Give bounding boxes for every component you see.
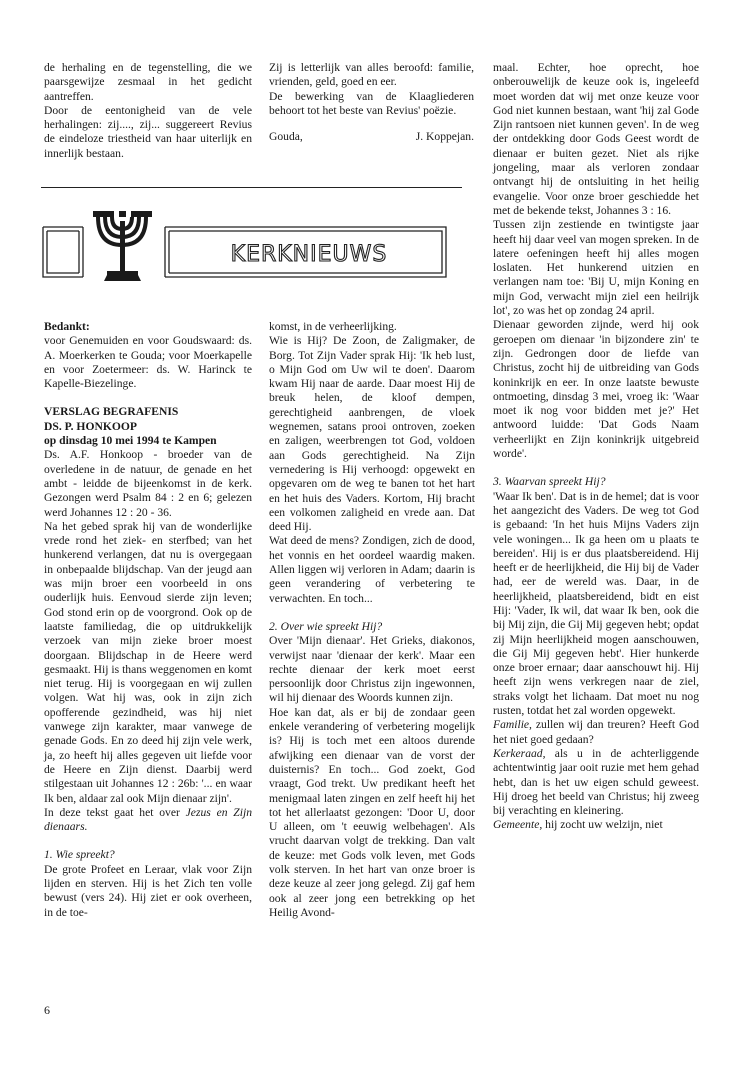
- section-rule: [41, 187, 462, 188]
- paragraph: Door de eentonigheid van de vele herhalingen: zij...., zij... suggereert Revius de eindeloze triestheid van haar uiterlijk en innerlijk bestaan.: [44, 103, 252, 160]
- paragraph: Over 'Mijn dienaar'. Het Grieks, diakonos, verwijst naar 'dienaar der kerk'. Maar een rechte dienaar der kerk moet eerst persoonlijk door Christus zijn ingewonnen, wil hij dienaar des Woords kunnen zijn.: [269, 634, 475, 705]
- main-column-2: [269, 320, 475, 920]
- paragraph: Na het gebed sprak hij van de wonderlijke vrede rond het ziek- en sterfbed; van het hunkerend verlangen, dat nu is overgegaan in onbepaalde blijdschap. Van der jeugd aan was mijn broer een voorbeeld in ons ouderlijk huis. Eenvoud sierde zijn leven; God stond erin op de voorgrond. Ook op de laatste familiedag, die op uitdrukkelijk verzoek van mijn zieke broer moest doorgaan. Blijdschap in de Heere werd gesmaakt. Hij is thans weggenomen en komt niet terug. Hij is voorgegaan en wij zullen volgen. Wat hij was, ook in zijn zich opofferende gezindheid, was hij niet vanwege zijn karakter, maar vanwege de genade Gods. En zo deed hij zijn vele werk, ja, zo heeft hij alles gegeven uit liefde voor de Heere en Zijn dienst. Daarbij werd stilgestaan uit Johannes 12 : 26b: '... en waar Ik ben, aldaar zal ook Mijn dienaar zijn'.: [44, 519, 252, 805]
- text: hij zocht uw welzijn, niet: [542, 818, 663, 832]
- signature-line: [269, 130, 474, 144]
- paragraph: Wie is Hij? De Zoon, de Zaligmaker, de Borg. Tot Zijn Vader sprak Hij: 'Ik heb lust, o Mijn God om Uw wil te doen'. Daarom kwam Hij naar de aarde. Daar moest Hij de breuk helen, de kloof dempen, gerechtigheid aanbrengen, de vloek wegnemen, satans prooi ontroven, zoeken en zaligen, weerbrengen tot God, voldoen aan Gods gerechtigheid. Na Zijn vernedering is Hij verhoogd: opgewekt en opgevaren om de weg te banen tot het hart en het huis des Vaders. Kortom, Hij bracht een volkomen zaligheid en vrede aan. Dat deed Hij.: [269, 334, 475, 534]
- paragraph: [493, 818, 699, 832]
- page-number: 6: [44, 1003, 50, 1017]
- text-italic: Jezus en Zijn dienaars.: [44, 805, 252, 834]
- paragraph: komst, in de verheerlijking.: [269, 320, 397, 333]
- author: J. Koppejan.: [415, 130, 474, 144]
- verslag-heading-name: DS. P. HONKOOP: [44, 419, 137, 433]
- bedankt-heading: Bedankt:: [44, 320, 90, 333]
- frame-left: [43, 227, 83, 277]
- main-column-3: [493, 61, 699, 833]
- paragraph: Tussen zijn zestiende en twintigste jaar heeft hij daar veel van mogen spreken. In de latere oefeningen heeft hij alles mogen loslaten. Het hunkerend uitzien en verlangen nam toe: 'Bij U, mijn Koning en mijn God, verwacht mijn ziel een heilrijk lot', zo was het op zondag 24 april.: [493, 218, 699, 318]
- paragraph: Dienaar geworden zijnde, werd hij ook geroepen om dienaar 'in bijzondere zin' te zijn. Gedrongen door de liefde van Christus, zocht hij de uitbreiding van Gods koninkrijk en eer. In onze laatste bewuste ontmoeting, dinsdag 3 mei, vroeg ik: 'Waar moet ik nog voor bidden met je?' Het antwoord luidde: 'Dat Gods Naam verheerlijkt en Zijn koninkrijk uitgebreid worde'.: [493, 318, 699, 461]
- banner-title: KERKNIEUWS: [230, 242, 388, 267]
- text: In deze tekst gaat het over: [44, 805, 186, 819]
- kerknieuws-banner: [41, 191, 458, 301]
- verslag-date: op dinsdag 10 mei 1994 te Kampen: [44, 434, 217, 448]
- paragraph: [493, 718, 699, 747]
- top-column-2: [269, 61, 474, 144]
- menorah-icon: [93, 211, 152, 281]
- paragraph: de herhaling en de tegenstelling, die we paarsgewijze zesmaal in het gedicht aantreffen.: [44, 61, 252, 103]
- text: zullen wij dan treuren? Heeft God het niet goed gedaan?: [493, 718, 699, 746]
- section-heading-3: 3. Waarvan spreekt Hij?: [493, 475, 606, 489]
- section-heading-1: 1. Wie spreekt?: [44, 848, 115, 862]
- paragraph: De bewerking van de Klaagliederen behoort tot het beste van Revius' poëzie.: [269, 89, 474, 117]
- paragraph: De grote Profeet en Leraar, vlak voor Zijn lijden en sterven. Hij is het Zich ten volle bewust (vers 24). Hij ziet er ook overheen, in de toe-: [44, 862, 252, 919]
- place: Gouda,: [269, 130, 303, 144]
- text: als u in de achterliggende achtentwintig jaar ooit ruzie met hem gehad hebt, dan is het uw eigen schuld geweest. Hij droeg het beeld van Christus; hij zweeg bij verachting en kleinering.: [493, 746, 699, 818]
- paragraph: [493, 747, 699, 818]
- paragraph: Zij is letterlijk van alles beroofd: familie, vrienden, geld, goed en eer.: [269, 61, 474, 89]
- paragraph: Hoe kan dat, als er bij de zondaar geen enkele verandering of verbetering mogelijk is? Hij is toch met een altoos durende afwijking een dienaar van de vorst der duisternis? En toch... God zoekt, God vraagt, God trekt. Uw predikant heeft het menigmaal laten zingen en zelf heeft hij het tot het allerlaatst gezongen: 'Door U, door U alleen, om 't eeuwig welbehagen'. Als vrucht daarvan volgt de trekking. Dan valt de keuze: met Gods volk leven, met Gods volk sterven. In het hart van onze broer is deze keuze al zeer jong gelegd. Zij gaf hem ook al zeer jong een betrekking op het Heilig Avond-: [269, 705, 475, 919]
- top-column-1: [44, 61, 252, 161]
- verslag-heading: VERSLAG BEGRAFENIS: [44, 405, 179, 419]
- paragraph: Wat deed de mens? Zondigen, zich de dood, het vonnis en het oordeel waardig maken. Allen liggen wij verloren in Adam; daarin is geen verandering of verbetering te verwachten. En toch...: [269, 534, 475, 605]
- paragraph: 'Waar Ik ben'. Dat is in de hemel; dat is voor het aangezicht des Vaders. De weg tot God is gebaand: 'In het huis Mijns Vaders zijn vele woningen... Ik ga heen om u plaats te bereiden'. Hij is er dus plaatsbereidend. Hij heeft er de heerlijkheid, die Hij bij de Vader had, eer de wereld was. Daar, in de heerlijkheid, plaatsbereidend, bidt en eist Hij: 'Vader, Ik wil, dat waar Ik ben, ook die bij Mij zijn, die Gij Mij gegeven hebt; opdat zij Mijn heerlijkheid mogen aanschouwen, die Gij Mij gegeven hebt'. Hier hunkerde onze broer ernaar; daar aanschouwt hij. Hij heeft zijn wens verkregen naar de ziel, straks volgt het lichaam. Dat moet nu nog rusten, totdat het zal worden opgewekt.: [493, 489, 699, 718]
- bedankt-text: voor Genemuiden en voor Goudswaard: ds. A. Moerkerken te Gouda; voor Moerkapelle en voor Zoetermeer: ds. W. Harinck te Kapelle-Biezelinge.: [44, 334, 252, 391]
- paragraph: [44, 806, 252, 835]
- paragraph: Ds. A.F. Honkoop - broeder van de overledene in de natuur, de genade en het ambt - leidde de bijeenkomst in de kerk. Gezongen werd Psalm 84 : 2 en 6; gelezen werd Johannes 12 : 20 - 36.: [44, 448, 252, 519]
- section-heading-2: 2. Over wie spreekt Hij?: [269, 619, 383, 633]
- text-italic: Familie,: [493, 718, 532, 732]
- text-italic: Kerkeraad,: [493, 746, 546, 760]
- text-italic: Gemeente,: [493, 818, 543, 832]
- paragraph: maal. Echter, hoe oprecht, hoe onberouwelijk de keuze ook is, ingeleefd moet worden dat wij met onze keuze voor God niet kunnen bestaan, want 'hij zal Gode Zijn rantsoen niet kunnen geven'. In de weg der ontdekking door Gods Geest wordt de dienaar er buiten gezet. Niet als rijke jongeling, maar als verloren zondaar ontvangt hij de ontsluiting in het heilig evangelie. Voor onze broer geschiedde het met de bekende tekst, Johannes 3 : 16.: [493, 61, 699, 217]
- main-column-1: [44, 320, 252, 920]
